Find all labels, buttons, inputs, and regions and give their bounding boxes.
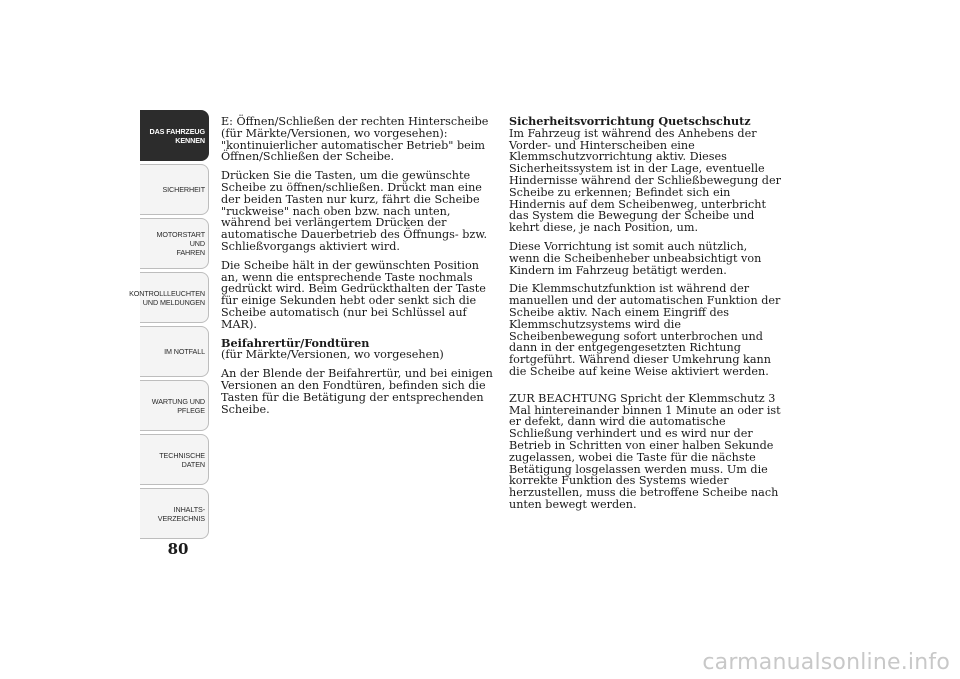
tab-kontrollleuchten[interactable]: KONTROLLLEUCHTEN UND MELDUNGEN (140, 272, 209, 323)
subheading-markets: (für Märkte/Versionen, wo vorgesehen) (221, 348, 444, 362)
tab-im-notfall[interactable]: IM NOTFALL (140, 326, 209, 377)
paragraph-press-buttons: Drücken Sie die Tasten, um die gewünschte Scheibe zu öffnen/schließen. Drückt man eine der beiden Tasten nur kurz, fährt die Scheibe "ruckweise" nach oben bzw. nach unten, während bei verlängertem Drücken der automatische Dauerbetrieb des Öffnungs- bzw. Schließvorgangs aktiviert wird. (221, 169, 488, 253)
chapter-sidebar (129, 110, 211, 537)
tab-motorstart-und-fahren[interactable]: MOTORSTART UND FAHREN (140, 218, 209, 269)
tab-sicherheit[interactable]: SICHERHEIT (140, 164, 209, 215)
tab-wartung-und-pflege[interactable]: WARTUNG UND PFLEGE (140, 380, 209, 431)
tab-das-fahrzeug-kennen[interactable]: DAS FAHRZEUG KENNEN (140, 110, 209, 161)
paragraph-passenger-panel: An der Blende der Beifahrertür, und bei einigen Versionen an den Fondtüren, befinden sich die Tasten für die Betätigung der entsprechenden Scheibe. (221, 367, 493, 416)
paragraph-anti-pinch-function: Die Klemmschutzfunktion ist während der manuellen und der automatischen Funktion der Scheibe aktiv. Nach einem Eingriff des Klemmschutzsystems wird die Scheibenbewegung sofort unterbrochen und dann in der entgegengesetzten Richtung fortgeführt. Während dieser Umkehrung kann die Scheibe auf keine Weise aktiviert werden. (509, 282, 781, 378)
right-column (509, 116, 781, 518)
heading-anti-pinch: Sicherheitsvorrichtung Quetschschutz (509, 114, 751, 128)
paragraph-children-safety: Diese Vorrichtung ist somit auch nützlich, wenn die Scheibenheber unbeabsichtigt von Kindern im Fahrzeug betätigt werden. (509, 239, 762, 277)
paragraph-e-rear-window: E: Öffnen/Schließen der rechten Hinterscheibe (für Märkte/Versionen, wo vorgesehen): "kontinuierlicher automatischer Betrieb" beim Öffnen/Schließen der Scheibe. (221, 115, 489, 164)
heading-passenger-doors: Beifahrertür/Fondtüren (221, 335, 370, 350)
tab-inhaltsverzeichnis[interactable]: INHALTS- VERZEICHNIS (140, 488, 209, 539)
watermark: carmanualsonline.info (702, 650, 950, 675)
page-number: 80 (167, 540, 189, 558)
paragraph-note: ZUR BEACHTUNG Spricht der Klemmschutz 3 Mal hintereinander binnen 1 Minute an oder ist er defekt, dann wird die automatische Schließung verhindert und es wird nur der Betrieb in Schritten von einer halben Sekunde zugelassen, wobei die Taste für die nächste Betätigung losgelassen werden muss. Um die korrekte Funktion des Systems wieder herzustellen, muss die betroffene Scheibe nach unten bewegt werden. (509, 391, 781, 511)
left-column (221, 116, 493, 422)
tab-technische-daten[interactable]: TECHNISCHE DATEN (140, 434, 209, 485)
paragraph-window-stops: Die Scheibe hält in der gewünschten Position an, wenn die entsprechende Taste nochmals gedrückt wird. Beim Gedrückthalten der Taste für einige Sekunden hebt oder senkt sich die Scheibe automatisch (nur bei Schlüssel auf MAR). (221, 258, 486, 331)
paragraph-anti-pinch-active: Im Fahrzeug ist während des Anhebens der Vorder- und Hinterscheiben eine Klemmschutzvorrichtung aktiv. Dieses Sicherheitssystem ist in der Lage, eventuelle Hindernisse während der Schließbewegung der Scheibe zu erkennen; Befindet sich ein Hindernis auf dem Scheibenweg, unterbricht das System die Bewegung der Scheibe und kehrt diese, je nach Position, um. (509, 126, 781, 235)
